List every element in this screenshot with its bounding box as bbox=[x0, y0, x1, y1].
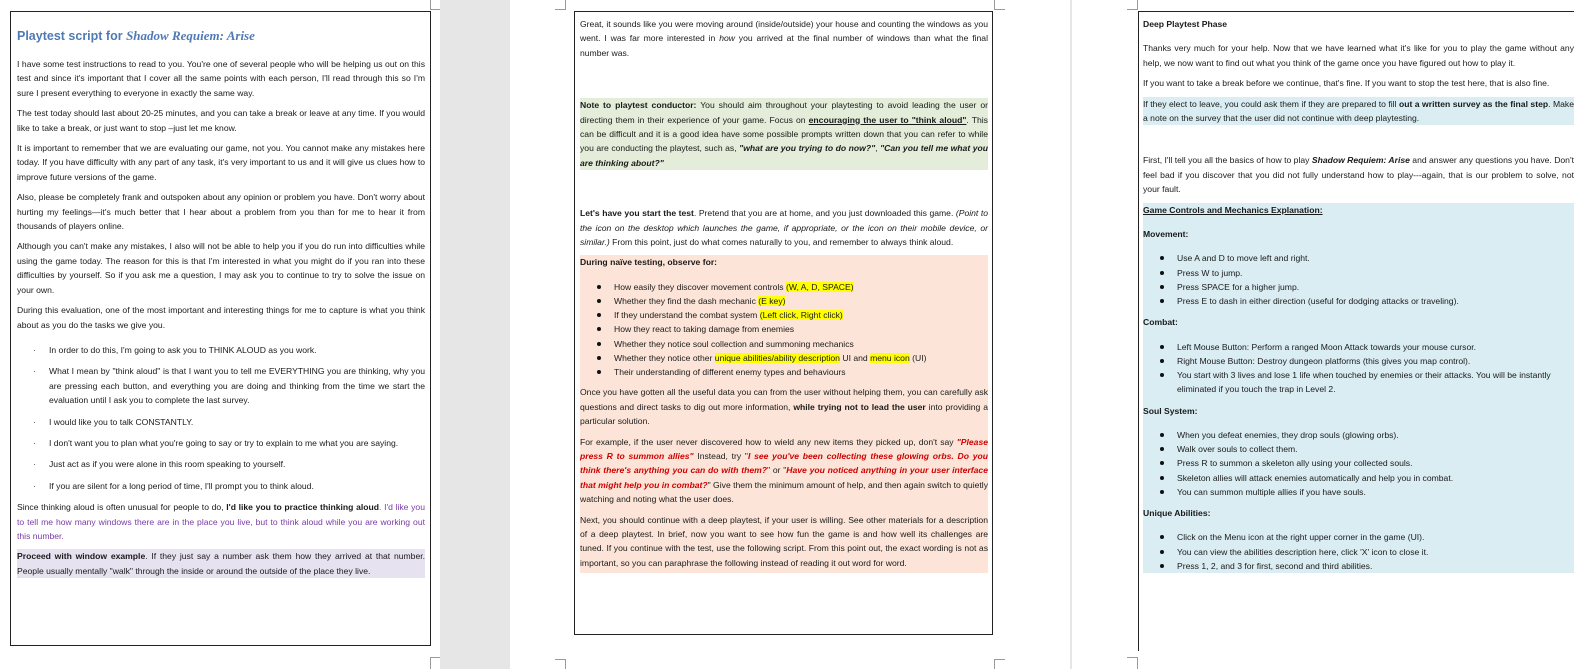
observation-item: Whether they notice soul collection and summoning mechanics bbox=[614, 337, 988, 351]
combat-item: Right Mouse Button: Destroy dungeon platforms (this gives you map control). bbox=[1177, 354, 1574, 368]
break-paragraph: If you want to take a break before we continue, that's fine. If you want to stop the test here, that is also fine. bbox=[1143, 78, 1550, 89]
movement-heading: Movement: bbox=[1143, 229, 1189, 240]
observation-item: Whether they find the dash mechanic (E key) bbox=[614, 294, 988, 308]
observation-list bbox=[580, 280, 988, 379]
no-planning-item: · I don't want you to plan what you're going to say or try to explain to me what you are saying. bbox=[17, 436, 425, 450]
conductor-note: Note to playtest conductor: You should aim throughout your playtesting to avoid leading the user or directing them in their experience of your game. Focus on encouraging the user to "think aloud". This can be difficult and it is a good idea have some possible prompts written down that you can refer to while you are conducting the playtest, such as, "what are you trying to do now?", "Can you tell me what you are thinking about?" bbox=[580, 98, 988, 170]
movement-list bbox=[1143, 251, 1574, 308]
act-alone-item: · Just act as if you were alone in this room speaking to yourself. bbox=[17, 457, 425, 471]
thanks-paragraph: Thanks very much for your help. Now that we have learned what it's like for you to play the game without any help, we now want to find out what you think of the game once you have figured out how to play it. bbox=[1143, 43, 1574, 68]
combat-list bbox=[1143, 340, 1574, 397]
practice-paragraph: Since thinking aloud is often unusual for people to do, I'd like you to practice thinking aloud. I'd like you to tell me how many windows there are in the place you live, but to think aloud while you are working out this number. bbox=[17, 502, 425, 541]
frank-paragraph: Also, please be completely frank and outspoken about any opinion or problem you have. Don't worry about hurting my feelings—it's much better that I hear about a problem from you than for me to hear it from thousands of players online. bbox=[17, 192, 425, 232]
duration-paragraph: The test today should last about 20-25 minutes, and you can take a break or leave at any time. If you would like to take a break, or just want to stop –just let me know. bbox=[17, 108, 425, 133]
page-1-content bbox=[10, 11, 431, 646]
basics-paragraph: First, I'll tell you all the basics of how to play Shadow Requiem: Arise and answer any questions you have. Don't feel bad if you discover that you did not fully understand how to play---again, that is our problem to solve, not your fault. bbox=[1143, 155, 1574, 195]
document-title: Playtest script for Shadow Requiem: Arise bbox=[17, 28, 255, 43]
soul-system-list bbox=[1143, 428, 1574, 499]
example-paragraph: For example, if the user never discovered how to wield any new items they picked up, don't say "Please press R to summon allies" Instead, try "I see you've been collecting these glowing orbs. Do you think there's anything you can do with them?" or "Have you noticed anything in your user interface that might help you in combat?" Give them the minimum amount of help, and then again switch to quietly watching and noting what the user does. bbox=[580, 436, 989, 505]
document-page-3 bbox=[1072, 0, 1574, 669]
combat-item: You start with 3 lives and lose 1 life when touched by enemies or their attacks. You will be instantly eliminated if you touch the trap in Level 2. bbox=[1177, 368, 1574, 396]
deep-playtest-heading: Deep Playtest Phase bbox=[1143, 19, 1228, 29]
movement-item: Press SPACE for a higher jump. bbox=[1177, 280, 1574, 294]
page-2-content bbox=[574, 11, 993, 635]
observation-heading: During naïve testing, observe for: bbox=[580, 257, 718, 268]
movement-item: Press E to dash in either direction (useful for dodging attacks or traveling). bbox=[1177, 294, 1574, 308]
page-3-content bbox=[1138, 11, 1574, 651]
ability-item: Click on the Menu icon at the right upper corner in the game (UI). bbox=[1177, 530, 1574, 544]
think-paragraph: During this evaluation, one of the most important and interesting things for me to capture is what you think about as you do the tasks we give you. bbox=[17, 305, 425, 330]
talk-constantly-item: · I would like you to talk CONSTANTLY. bbox=[17, 415, 425, 429]
soul-item: Walk over souls to collect them. bbox=[1177, 442, 1574, 456]
observation-item: If they understand the combat system (Left click, Right click) bbox=[614, 308, 988, 322]
unique-abilities-heading: Unique Abilities: bbox=[1143, 507, 1211, 518]
start-test-paragraph: Let's have you start the test. Pretend that you are at home, and you just downloaded this game. (Point to the icon on the desktop which launches the game, if appropriate, or the icon on their mobile device, or similar.) From this point, just do what comes naturally to you, and remember to always think aloud. bbox=[580, 208, 988, 248]
soul-item: Skeleton allies will attack enemies automatically and help you in combat. bbox=[1177, 471, 1574, 485]
ability-item: You can view the abilities description here, click 'X' icon to close it. bbox=[1177, 545, 1574, 559]
document-page-2 bbox=[510, 0, 1070, 669]
follow-up-paragraph: Once you have gotten all the useful data you can from the user without helping them, you can carefully ask questions and direct tasks to dig out more information, while trying not to lead the user into providing a particular solution. bbox=[580, 387, 988, 427]
soul-item: Press R to summon a skeleton ally using your collected souls. bbox=[1177, 456, 1574, 470]
combat-item: Left Mouse Button: Perform a ranged Moon Attack towards your mouse cursor. bbox=[1177, 340, 1574, 354]
think-aloud-meaning-item: · What I mean by "think aloud" is that I want you to tell me EVERYTHING you are thinking, why you are pressing each button, and everything you are doing and thinking from the time we start the evaluation until I ask you to complete the last survey. bbox=[17, 364, 425, 407]
window-example-note: Proceed with window example. If they just say a number ask them how they arrived at that number. People usually mentally "walk" through the inside or around the outside of the place they live. bbox=[17, 549, 425, 578]
observation-item: How they react to taking damage from enemies bbox=[614, 322, 988, 336]
unique-abilities-list bbox=[1143, 530, 1574, 573]
think-aloud-item: · In order to do this, I'm going to ask you to THINK ALOUD as you work. bbox=[17, 343, 425, 357]
controls-section bbox=[1143, 203, 1574, 573]
soul-item: You can summon multiple allies if you have souls. bbox=[1177, 485, 1574, 499]
prompt-item: · If you are silent for a long period of time, I'll prompt you to think aloud. bbox=[17, 479, 425, 493]
survey-note: If they elect to leave, you could ask them if they are prepared to fill out a written survey as the final step. Make a note on the survey that the user did not continue with deep playtesting. bbox=[1143, 97, 1574, 126]
combat-heading: Combat: bbox=[1143, 317, 1178, 328]
soul-item: When you defeat enemies, they drop souls (glowing orbs). bbox=[1177, 428, 1574, 442]
observation-section bbox=[580, 255, 988, 573]
controls-heading: Game Controls and Mechanics Explanation: bbox=[1143, 204, 1323, 215]
evaluation-paragraph: It is important to remember that we are evaluating our game, not you. You cannot make any mistakes here today. If you have difficulty with any part of any task, it's very important to us and it will give us clues how to improve future versions of the game. bbox=[17, 143, 425, 182]
document-page-1 bbox=[0, 0, 440, 669]
movement-item: Use A and D to move left and right. bbox=[1177, 251, 1574, 265]
observation-item: Their understanding of different enemy types and behaviours bbox=[614, 365, 988, 379]
movement-item: Press W to jump. bbox=[1177, 266, 1574, 280]
window-feedback-paragraph: Great, it sounds like you were moving around (inside/outside) your house and counting the windows as you went. I was far more interested in how you arrived at the final number of windows than what the final number was. bbox=[580, 19, 988, 58]
observation-item: How easily they discover movement controls (W, A, D, SPACE) bbox=[614, 280, 988, 294]
observation-item: Whether they notice other unique abilities/ability description UI and menu icon (UI) bbox=[614, 351, 988, 365]
soul-system-heading: Soul System: bbox=[1143, 405, 1198, 416]
deep-playtest-paragraph: Next, you should continue with a deep playtest, if your user is willing. See other materials for a description of a deep playtest. In brief, now you want to see how fun the game is and how well its challenges are tuned. If you continue with the test, use the following script. From this point out, the exact wording is not as important, so you can paraphrase the following instead of reading it out word for word. bbox=[580, 514, 988, 568]
ability-item: Press 1, 2, and 3 for first, second and third abilities. bbox=[1177, 559, 1574, 573]
intro-paragraph: I have some test instructions to read to you. You're one of several people who will be helping us out on this test and since it's important that I cover all the same points with each person, I'll read through this so I'm sure I present everything to everyone in exactly the same way. bbox=[17, 59, 425, 98]
no-help-paragraph: Although you can't make any mistakes, I also will not be able to help you if you do run into difficulties while using the game today. The reason for this is that I'm interested in what you might do if you ran into these difficulties by yourself. So if you ask me a question, I may ask you to continue to try to solve the issue on your own. bbox=[17, 241, 425, 295]
